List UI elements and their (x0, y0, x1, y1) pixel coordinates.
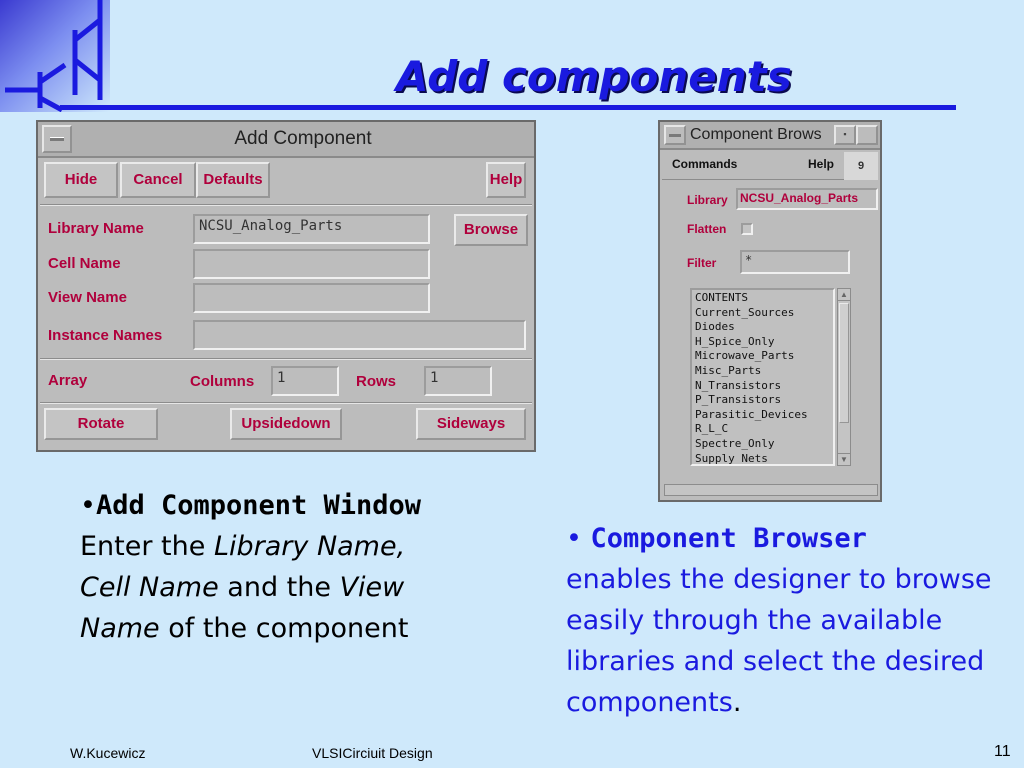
bullet-italic: Name (80, 613, 160, 644)
list-item[interactable]: Misc_Parts (695, 363, 762, 377)
component-browser-title: Component Brows (690, 126, 822, 143)
menu-badge: 9 (844, 152, 878, 180)
rows-label: Rows (356, 373, 397, 390)
sideways-button[interactable]: Sideways (416, 408, 526, 440)
list-item[interactable]: Parasitic_Devices (695, 407, 808, 421)
commands-menu[interactable]: Commands (672, 157, 738, 171)
title-underline (60, 105, 956, 110)
footer-course: VLSICirciuit Design (312, 745, 433, 761)
list-item[interactable]: R_L_C (695, 422, 729, 436)
window-menu-button[interactable] (42, 125, 72, 153)
bullet-italic: Cell Name (80, 572, 219, 603)
add-component-title: Add Component (234, 128, 372, 149)
maximize-icon[interactable] (856, 125, 878, 145)
instance-names-label: Instance Names (48, 327, 163, 344)
transistor-symbol-icon (0, 0, 110, 112)
cell-name-field[interactable] (193, 249, 430, 279)
page-number: 11 (994, 743, 1011, 760)
instance-names-field[interactable] (193, 320, 526, 350)
view-name-label: View Name (48, 289, 127, 306)
add-component-titlebar[interactable] (38, 122, 534, 158)
list-item[interactable]: Diodes (695, 320, 735, 334)
defaults-button[interactable]: Defaults (196, 162, 270, 198)
window-menu-icon (669, 134, 681, 137)
horizontal-scrollbar[interactable] (664, 484, 878, 496)
library-name-label: Library Name (48, 220, 144, 237)
scroll-down-icon[interactable]: ▼ (838, 453, 850, 465)
list-item[interactable]: H_Spice_Only (695, 334, 775, 348)
add-component-window (36, 120, 536, 452)
array-label: Array (48, 372, 88, 389)
minimize-icon[interactable]: ▪ (834, 125, 856, 145)
library-name-field[interactable]: NCSU_Analog_Parts (193, 214, 430, 244)
bullet-marker: • (80, 490, 96, 521)
rows-field[interactable]: 1 (424, 366, 492, 396)
component-browser-bullet (566, 518, 1021, 723)
bullet-text: of the component (159, 613, 409, 644)
bullet-body: enables the designer to browse easily through the available libraries and select the desired components (566, 564, 992, 718)
bullet-text: Enter the (80, 531, 214, 562)
list-item[interactable]: Microwave_Parts (695, 349, 795, 363)
filter-label: Filter (687, 256, 717, 270)
list-item[interactable]: Current_Sources (695, 305, 795, 319)
window-menu-button[interactable] (664, 125, 686, 145)
bullet-heading: Component Browser (590, 523, 867, 554)
bullet-marker: • (566, 523, 591, 554)
bullet-italic: View (339, 572, 405, 603)
flatten-checkbox[interactable] (741, 223, 753, 235)
bullet-period: . (732, 687, 742, 718)
list-item[interactable]: Spectre_Only (695, 436, 775, 450)
separator (40, 204, 532, 206)
library-field[interactable]: NCSU_Analog_Parts (736, 188, 878, 210)
flatten-label: Flatten (687, 222, 727, 236)
menu-bar (662, 152, 878, 180)
help-menu[interactable]: Help (808, 157, 835, 171)
window-menu-icon (50, 137, 64, 141)
slide-title: Add components (396, 52, 792, 101)
upsidedown-button[interactable]: Upsidedown (230, 408, 342, 440)
bullet-heading: Add Component Window (95, 490, 422, 521)
list-item[interactable]: Supply_Nets (695, 451, 768, 465)
add-component-bullet (80, 485, 500, 649)
separator (40, 402, 532, 404)
scroll-thumb[interactable] (839, 303, 849, 423)
rotate-button[interactable]: Rotate (44, 408, 158, 440)
list-scrollbar[interactable] (837, 288, 851, 466)
cancel-button[interactable]: Cancel (120, 162, 196, 198)
list-item[interactable]: N_Transistors (695, 378, 782, 392)
columns-label: Columns (190, 373, 255, 390)
browse-button[interactable]: Browse (454, 214, 528, 246)
scroll-up-icon[interactable]: ▲ (838, 289, 850, 301)
bullet-italic: Library Name, (213, 531, 406, 562)
separator (40, 358, 532, 360)
view-name-field[interactable] (193, 283, 430, 313)
component-browser-titlebar[interactable] (660, 122, 880, 150)
bullet-text: and the (218, 572, 340, 603)
columns-field[interactable]: 1 (271, 366, 339, 396)
help-button[interactable]: Help (486, 162, 526, 198)
filter-field[interactable]: * (740, 250, 850, 274)
list-header: CONTENTS (695, 291, 748, 304)
category-list (690, 288, 835, 466)
transistor-logo (0, 0, 110, 112)
component-browser-window (658, 120, 882, 502)
footer-author: W.Kucewicz (70, 745, 146, 761)
hide-button[interactable]: Hide (44, 162, 118, 198)
library-label: Library (687, 193, 728, 207)
list-item[interactable]: P_Transistors (695, 393, 782, 407)
cell-name-label: Cell Name (48, 255, 121, 272)
